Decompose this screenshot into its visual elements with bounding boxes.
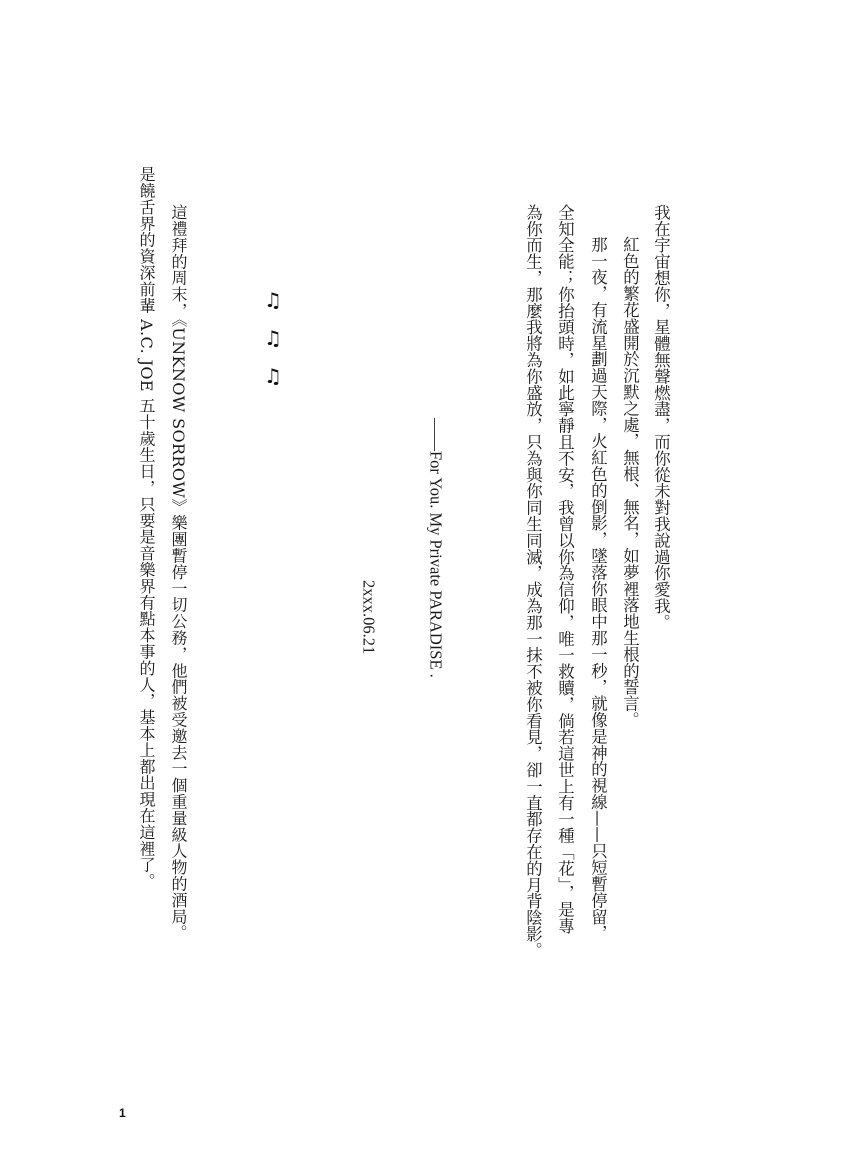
prose-paragraph-line: 是饒舌界的資深前輩 A.C. JOE 五十歲生日，只要是音樂界有點本事的人，基本上都出現在這裡了。: [137, 166, 156, 890]
poem-line: 那一夜，有流星劃過天際，火紅色的倒影，墜落你眼中那一秒，就像是神的視線——只短暫停留，: [588, 236, 608, 942]
music-note-icon: ♫: [264, 288, 282, 312]
section-break: [258, 290, 288, 404]
poem-line: 我在宇宙想你，星體無聲燃盡，而你從未對我說過你愛我。: [651, 204, 671, 631]
poem-date: 2xxx.06.21: [359, 580, 379, 655]
poem-line: 全知全能；你抬頭時，如此寧靜且不安，我曾以你為信仰，唯一救贖，倘若這世上有一種「花」，是專: [555, 204, 575, 934]
music-note-icon: ♫: [264, 326, 282, 350]
poem-line: 紅色的繁花盛開於沉默之處，無根、無名，如夢裡落地生根的誓言。: [620, 236, 640, 728]
dedication: ——For You. My Private PARADISE .: [426, 418, 446, 678]
page-number: 1: [119, 1106, 126, 1120]
prose-paragraph-line: 這禮拜的周末，《UNKNOW SORROW》樂團暫停一切公務，他們被受邀去一個重量級人物的酒局。: [169, 204, 188, 942]
poem-line: 為你而生，那麼我將為你盛放，只為與你同生同滅，成為那一抹不被你看見，卻一直都存在的月背陰影。: [523, 204, 543, 959]
music-note-icon: ♫: [264, 364, 282, 388]
